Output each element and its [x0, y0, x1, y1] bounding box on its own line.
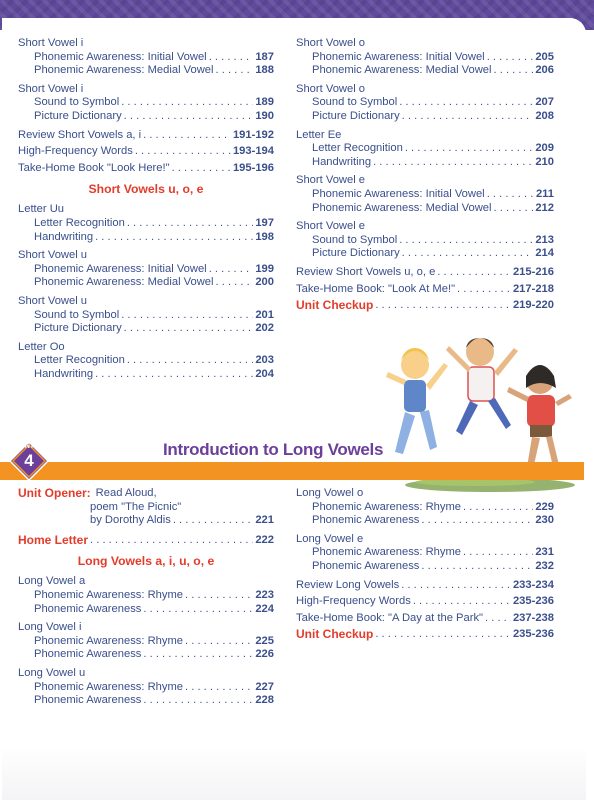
entry-label: Take-Home Book: "A Day at the Park" [296, 611, 484, 624]
top-left-column [18, 37, 274, 386]
unit-opener-label: Unit Opener: [18, 486, 91, 500]
toc-entry[interactable] [18, 162, 274, 176]
entry-label: Phonemic Awareness: Initial Vowel [34, 262, 207, 275]
entry-label: Handwriting [34, 230, 94, 243]
entry-label: Letter Recognition [34, 354, 125, 367]
toc-entry[interactable] [296, 234, 554, 248]
unit-badge-word: UNIT [18, 443, 40, 450]
toc-entry[interactable] [296, 188, 554, 202]
bottom-right-column [296, 487, 554, 647]
group-title: Short Vowel o [296, 37, 366, 49]
toc-entry[interactable] [18, 64, 274, 78]
entry-label: Sound to Symbol [34, 308, 120, 321]
entry-page: 205 [535, 50, 554, 63]
bottom-left-column [18, 487, 274, 713]
entry-label: Take-Home Book "Look Here!" [18, 161, 170, 174]
entry-label: Review Long Vowels [296, 578, 400, 591]
entry-label: High-Frequency Words [18, 145, 133, 158]
entry-label: Phonemic Awareness [34, 694, 142, 707]
entry-page: 235-236 [512, 628, 554, 641]
toc-entry[interactable] [296, 612, 554, 626]
entry-page: 187 [255, 50, 274, 63]
toc-group [296, 83, 554, 124]
entry-label: Sound to Symbol [312, 96, 398, 109]
entry-page: 226 [255, 648, 274, 661]
toc-entry[interactable] [18, 368, 274, 382]
toc-entry[interactable] [296, 96, 554, 110]
entry-page: 193-194 [232, 145, 274, 158]
toc-entry[interactable] [296, 283, 554, 297]
entry-page: 235-236 [512, 595, 554, 608]
entry-page: 227 [255, 680, 274, 693]
entry-page: 229 [535, 500, 554, 513]
entry-page: 208 [535, 109, 554, 122]
entry-label: Phonemic Awareness: Medial Vowel [34, 64, 214, 77]
entry-page: 209 [535, 142, 554, 155]
toc-entry[interactable] [296, 546, 554, 560]
entry-page: 225 [255, 634, 274, 647]
toc-entry[interactable] [18, 635, 274, 649]
toc-group [18, 37, 274, 78]
group-title: Long Vowel i [18, 621, 82, 634]
entry-page: 197 [255, 216, 274, 229]
unit-checkup-entry[interactable] [296, 628, 554, 642]
entry-page: 211 [535, 187, 554, 200]
toc-entry[interactable] [296, 110, 554, 124]
entry-label: Phonemic Awareness: Medial Vowel [312, 201, 492, 214]
entry-label: Letter Recognition [34, 216, 125, 229]
toc-group [18, 341, 274, 382]
entry-page: 230 [535, 514, 554, 527]
group-title: Letter Ee [296, 128, 342, 141]
entry-label: Handwriting [34, 367, 94, 380]
entry-label: Picture Dictionary [312, 247, 400, 260]
toc-entry[interactable] [18, 309, 274, 323]
toc-entry[interactable] [296, 64, 554, 78]
toc-entry[interactable] [18, 263, 274, 277]
entry-label: Phonemic Awareness [312, 559, 420, 572]
entry-page: 219-220 [512, 299, 554, 312]
entry-page: 206 [535, 64, 554, 77]
toc-entry[interactable] [18, 603, 274, 617]
entry-page: 224 [255, 602, 274, 615]
entry-label: Review Short Vowels u, o, e [296, 265, 436, 278]
toc-entry[interactable] [18, 354, 274, 368]
toc-group [296, 533, 554, 574]
toc-entry[interactable] [18, 276, 274, 290]
entry-page: 198 [255, 230, 274, 243]
toc-group [18, 249, 274, 290]
entry-page: 199 [255, 262, 274, 275]
group-title: Short Vowel i [18, 37, 84, 49]
entry-label: Take-Home Book: "Look At Me!" [296, 282, 456, 295]
toc-entry[interactable] [18, 145, 274, 159]
entry-label: Phonemic Awareness: Rhyme [312, 500, 462, 513]
entry-page: 214 [535, 247, 554, 260]
group-title: Long Vowel e [296, 532, 364, 545]
entry-label: Letter Recognition [312, 142, 403, 155]
entry-label: Phonemic Awareness: Medial Vowel [34, 276, 214, 289]
entry-page: 228 [255, 694, 274, 707]
entry-label: Picture Dictionary [34, 322, 122, 335]
entry-page: 203 [255, 354, 274, 367]
group-title: Letter Uu [18, 203, 65, 216]
entry-page: 221 [255, 514, 274, 527]
unit-opener-line3: by Dorothy Aldis [90, 514, 171, 527]
entry-page: 207 [535, 96, 554, 109]
entry-label: Phonemic Awareness: Rhyme [34, 634, 184, 647]
entry-page: 189 [255, 96, 274, 109]
toc-entry[interactable] [18, 589, 274, 603]
entry-page: 217-218 [512, 282, 554, 295]
page-bottom-shade [2, 745, 586, 800]
entry-label: Phonemic Awareness: Rhyme [34, 680, 184, 693]
entry-page: 210 [535, 155, 554, 168]
toc-group [296, 174, 554, 215]
toc-entry[interactable] [18, 217, 274, 231]
entry-page: 231 [535, 546, 554, 559]
toc-entry[interactable] [296, 595, 554, 609]
entry-page: 191-192 [232, 128, 274, 141]
group-title: Long Vowel o [296, 487, 364, 499]
entry-label: Picture Dictionary [34, 109, 122, 122]
group-title: Short Vowel u [18, 249, 88, 262]
entry-label: Handwriting [312, 155, 372, 168]
entry-label: Phonemic Awareness: Rhyme [312, 546, 462, 559]
toc-entry[interactable] [296, 156, 554, 170]
toc-group [18, 203, 274, 244]
toc-entry[interactable] [296, 202, 554, 216]
toc-entry[interactable] [18, 96, 274, 110]
group-title: Long Vowel u [18, 666, 86, 679]
toc-entry[interactable] [18, 51, 274, 65]
entry-label: Phonemic Awareness [312, 514, 420, 527]
group-title: Long Vowel a [18, 575, 86, 588]
toc-group [18, 83, 274, 124]
entry-label: Phonemic Awareness: Initial Vowel [312, 50, 485, 63]
entry-page: 188 [255, 64, 274, 77]
unit-checkup-entry[interactable] [296, 299, 554, 313]
entry-label: Home Letter [18, 532, 89, 547]
home-letter-entry[interactable] [18, 534, 274, 548]
entry-page: 195-196 [232, 161, 274, 174]
toc-entry[interactable] [18, 129, 274, 143]
entry-page: 215-216 [512, 265, 554, 278]
toc-entry[interactable] [296, 579, 554, 593]
entry-label: High-Frequency Words [296, 595, 411, 608]
entry-label: Picture Dictionary [312, 109, 400, 122]
group-title: Short Vowel i [18, 82, 84, 95]
toc-entry[interactable] [18, 681, 274, 695]
toc-group [296, 220, 554, 261]
section-heading: Short Vowels u, o, e [88, 182, 204, 197]
entry-label: Phonemic Awareness: Initial Vowel [34, 50, 207, 63]
entry-label: Phonemic Awareness: Medial Vowel [312, 64, 492, 77]
toc-group [18, 575, 274, 616]
toc-group [18, 621, 274, 662]
entry-page: 204 [255, 367, 274, 380]
toc-group [18, 667, 274, 708]
group-title: Short Vowel o [296, 82, 366, 95]
entry-label: Phonemic Awareness: Rhyme [34, 588, 184, 601]
toc-group [296, 37, 554, 78]
entry-page: 232 [535, 559, 554, 572]
toc-entry[interactable] [296, 142, 554, 156]
entry-label: Phonemic Awareness: Initial Vowel [312, 187, 485, 200]
group-title: Short Vowel u [18, 294, 88, 307]
toc-entry[interactable] [296, 514, 554, 528]
entry-page: 201 [255, 308, 274, 321]
unit-banner [0, 462, 584, 480]
entry-page: 200 [255, 276, 274, 289]
top-right-column [296, 37, 554, 318]
section-heading: Long Vowels a, i, u, o, e [77, 554, 215, 569]
entry-page: 237-238 [512, 611, 554, 624]
unit-title: Introduction to Long Vowels [163, 440, 384, 459]
toc-entry[interactable] [18, 231, 274, 245]
entry-page: 223 [255, 588, 274, 601]
group-title: Short Vowel e [296, 220, 366, 233]
entry-label: Sound to Symbol [34, 96, 120, 109]
toc-group [296, 129, 554, 170]
unit-opener-line2: poem "The Picnic" [90, 500, 182, 513]
unit-opener-entry[interactable] [18, 487, 274, 528]
entry-page: 233-234 [512, 578, 554, 591]
toc-entry[interactable] [296, 501, 554, 515]
toc-group [296, 487, 554, 528]
entry-page: 190 [255, 109, 274, 122]
toc-entry[interactable] [296, 51, 554, 65]
toc-entry[interactable] [18, 648, 274, 662]
entry-label: Phonemic Awareness [34, 602, 142, 615]
group-title: Letter Oo [18, 340, 65, 353]
entry-page: 213 [535, 233, 554, 246]
toc-entry[interactable] [296, 247, 554, 261]
entry-label: Unit Checkup [296, 298, 374, 313]
toc-entry[interactable] [296, 560, 554, 574]
unit-number: 4 [24, 451, 34, 470]
toc-entry[interactable] [18, 694, 274, 708]
toc-entry[interactable] [296, 266, 554, 280]
unit-opener-line1: Read Aloud, [95, 487, 157, 499]
entry-page: 212 [535, 201, 554, 214]
entry-page: 222 [255, 533, 274, 546]
toc-entry[interactable] [18, 322, 274, 336]
entry-label: Sound to Symbol [312, 233, 398, 246]
entry-label: Review Short Vowels a, i [18, 128, 142, 141]
entry-page: 202 [255, 322, 274, 335]
entry-label: Unit Checkup [296, 627, 374, 642]
toc-group [18, 295, 274, 336]
entry-label: Phonemic Awareness [34, 648, 142, 661]
group-title: Short Vowel e [296, 174, 366, 187]
toc-entry[interactable] [18, 110, 274, 124]
